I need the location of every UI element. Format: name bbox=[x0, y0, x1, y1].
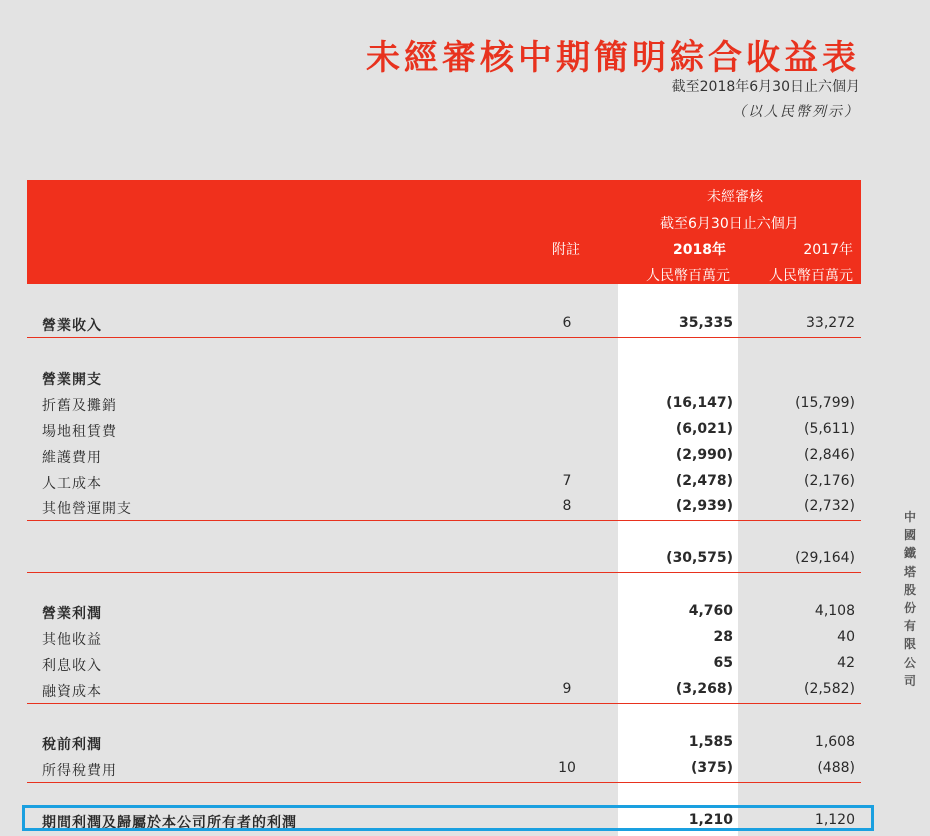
header-currency-2017: 人民幣百萬元 bbox=[769, 268, 853, 284]
row-value-2017: (15,799) bbox=[795, 395, 855, 411]
row-note: 10 bbox=[558, 760, 576, 776]
header-unaudited: 未經審核 bbox=[707, 189, 763, 205]
row-value-2017: (2,582) bbox=[803, 681, 855, 697]
row-label: 稅前利潤 bbox=[42, 737, 102, 753]
row-label: 營業開支 bbox=[42, 372, 102, 388]
table-row-other-gains bbox=[27, 625, 861, 651]
row-note: 7 bbox=[562, 473, 572, 489]
table-row-profit-before-tax bbox=[27, 730, 861, 756]
row-note: 8 bbox=[562, 498, 572, 514]
header-year-2018: 2018年 bbox=[673, 242, 726, 258]
row-value-2018: (30,575) bbox=[666, 550, 733, 566]
header-note: 附註 bbox=[552, 242, 580, 258]
row-value-2017: (488) bbox=[817, 760, 855, 776]
table-header bbox=[27, 180, 861, 284]
row-value-2017: (2,732) bbox=[803, 498, 855, 514]
row-value-2018: (2,990) bbox=[675, 447, 733, 463]
row-value-2018: 65 bbox=[713, 655, 733, 671]
currency-note: （以人民幣列示） bbox=[732, 104, 860, 120]
row-value-2017: 1,120 bbox=[814, 812, 855, 828]
row-label: 利息收入 bbox=[42, 658, 102, 674]
row-label: 期間利潤及歸屬於本公司所有者的利潤 bbox=[42, 815, 297, 831]
row-value-2018: (16,147) bbox=[666, 395, 733, 411]
row-label: 營業收入 bbox=[42, 318, 102, 334]
row-value-2017: 33,272 bbox=[806, 315, 855, 331]
row-label: 折舊及攤銷 bbox=[42, 398, 117, 414]
row-value-2018: 4,760 bbox=[688, 603, 733, 619]
row-value-2017: (2,176) bbox=[803, 473, 855, 489]
row-note: 6 bbox=[562, 315, 572, 331]
row-label: 融資成本 bbox=[42, 684, 102, 700]
header-currency-2018: 人民幣百萬元 bbox=[646, 268, 730, 284]
row-label: 所得稅費用 bbox=[42, 763, 117, 779]
row-value-2018: (2,939) bbox=[675, 498, 733, 514]
row-value-2018: (6,021) bbox=[675, 421, 733, 437]
table-row-interest-income bbox=[27, 651, 861, 677]
table-row-depreciation bbox=[27, 391, 861, 417]
row-value-2018: 35,335 bbox=[678, 315, 733, 331]
row-value-2018: (2,478) bbox=[675, 473, 733, 489]
row-label: 人工成本 bbox=[42, 476, 102, 492]
header-period: 截至6月30日止六個月 bbox=[660, 216, 799, 232]
table-row-operating-profit bbox=[27, 599, 861, 625]
company-name-vertical: 中國鐵塔股份有限公司 bbox=[903, 510, 916, 688]
row-value-2018: 1,210 bbox=[688, 812, 733, 828]
row-label: 場地租賃費 bbox=[42, 424, 117, 440]
table-row-other-opex bbox=[27, 494, 861, 521]
page-title: 未經審核中期簡明綜合收益表 bbox=[366, 38, 860, 78]
table-row-opex-title bbox=[27, 365, 861, 391]
table-row-site-rental bbox=[27, 417, 861, 443]
row-value-2018: 1,585 bbox=[688, 734, 733, 750]
row-value-2017: 42 bbox=[837, 655, 855, 671]
row-value-2017: 4,108 bbox=[814, 603, 855, 619]
period-subtitle: 截至2018年6月30日止六個月 bbox=[671, 79, 860, 95]
row-note: 9 bbox=[562, 681, 572, 697]
table-row-maintenance bbox=[27, 443, 861, 469]
row-value-2017: (29,164) bbox=[795, 550, 855, 566]
row-value-2017: 1,608 bbox=[814, 734, 855, 750]
table-row-finance-costs bbox=[27, 677, 861, 704]
table-row-employee bbox=[27, 469, 861, 495]
row-value-2017: (5,611) bbox=[803, 421, 855, 437]
row-value-2018: 28 bbox=[713, 629, 733, 645]
header-year-2017: 2017年 bbox=[803, 242, 853, 258]
row-value-2017: 40 bbox=[837, 629, 855, 645]
row-label: 其他營運開支 bbox=[42, 501, 132, 517]
row-value-2018: (375) bbox=[690, 760, 733, 776]
table-row-income-tax bbox=[27, 756, 861, 783]
row-value-2017: (2,846) bbox=[803, 447, 855, 463]
table-row-opex-total bbox=[27, 546, 861, 573]
table-row-revenue bbox=[27, 311, 861, 338]
row-label: 維護費用 bbox=[42, 450, 102, 466]
row-label: 其他收益 bbox=[42, 632, 102, 648]
row-value-2018: (3,268) bbox=[675, 681, 733, 697]
highlight-box bbox=[22, 805, 874, 831]
row-label: 營業利潤 bbox=[42, 606, 102, 622]
